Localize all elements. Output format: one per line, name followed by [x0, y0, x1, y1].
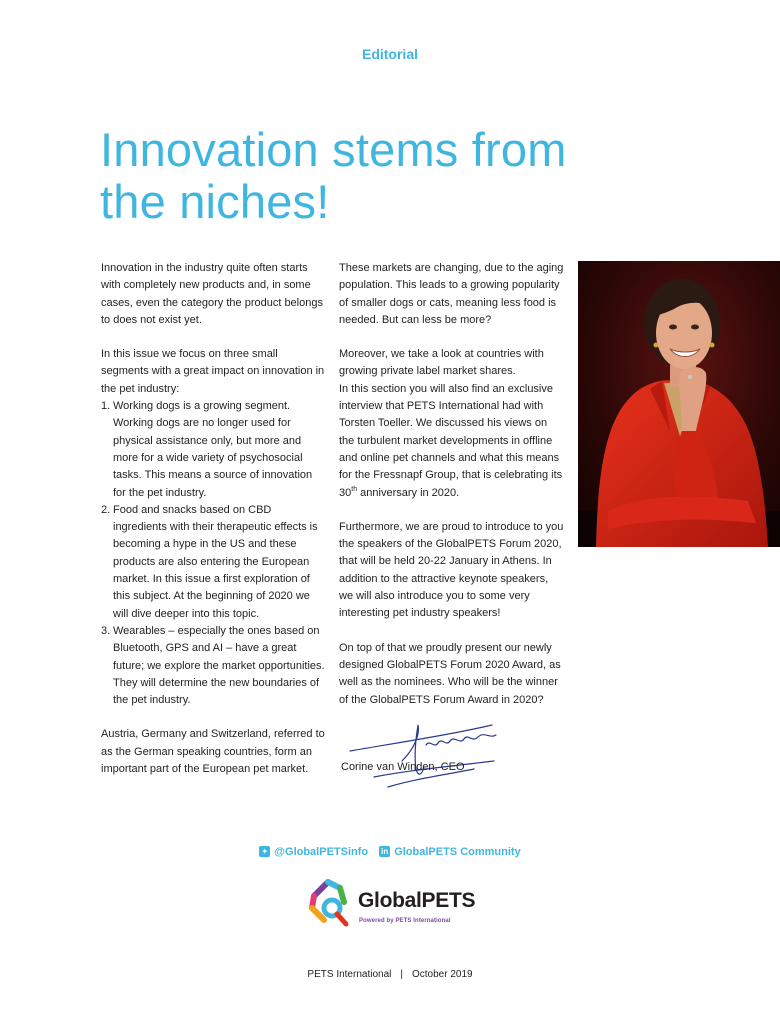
footer-date: October 2019: [411, 969, 473, 980]
focus-lead: In this issue we focus on three small segments with a great impact on innovation in the pet industry:: [101, 348, 325, 395]
signer-name: Corine van Winden, CEO: [341, 761, 465, 773]
page-footer: [0, 969, 780, 980]
author-photo: [578, 261, 780, 547]
globalpets-logo-mark: [306, 878, 354, 928]
list-item-text: Working dogs is a growing segment. Working dogs are no longer used for physical assistance only, but more and more for a wide variety of psychosocial tasks. This means a source of innovation for the pet industry.: [113, 400, 313, 499]
footer-publication: PETS International: [307, 969, 392, 980]
interview-text: In this section you will also find an exclusive interview that PETS International had with Torsten Toeller. We discussed his views on the turbulent market developments in offline and online pet channels and what this means for the Fressnapf Group, that is celebrating its 30: [339, 382, 563, 499]
twitter-handle: @GlobalPETSinfo: [274, 845, 369, 858]
signature: [344, 705, 514, 795]
anniversary-text: anniversary in 2020.: [357, 486, 460, 499]
list-item: [101, 398, 327, 502]
twitter-link[interactable]: [259, 846, 368, 858]
list-item: [101, 623, 327, 709]
linkedin-name: GlobalPETS Community: [394, 845, 521, 858]
section-label: Editorial: [361, 46, 418, 62]
focus-list: [101, 398, 327, 709]
left-column: [101, 260, 327, 795]
list-item-text: Wearables – especially the ones based on Bluetooth, GPS and AI – have a great future; we explore the market opportunities. They will determine the new boundaries of the pet industry.: [113, 624, 325, 707]
private-label-paragraph: [339, 346, 565, 502]
footer-separator: |: [400, 969, 403, 980]
logo-tagline: Powered by PETS International: [359, 918, 451, 924]
closing-paragraph: Austria, Germany and Switzerland, referred to as the German speaking countries, form an important part of the European pet market.: [101, 728, 325, 776]
headline-line-2: the niches!: [100, 175, 330, 228]
aging-paragraph: These markets are changing, due to the aging population. This leads to a growing popularity of smaller dogs or cats, meaning less food is needed. But can less be more?: [339, 262, 564, 326]
award-paragraph: On top of that we proudly present our newly designed GlobalPETS Forum 2020 Award, as well as the nominees. Who will be the winner of the GlobalPETS Forum Award in 2020?: [339, 641, 561, 706]
ordinal-suffix: th: [351, 485, 358, 493]
headline-line-1: Innovation stems from: [100, 123, 567, 176]
list-item-number: 3.: [101, 624, 111, 637]
list-item-number: 2.: [101, 503, 111, 516]
twitter-icon: ✦: [259, 846, 270, 857]
forum-paragraph: Furthermore, we are proud to introduce to you the speakers of the GlobalPETS Forum 2020, that will be held 20-22 January in Athens. In addition to the attractive keynote speakers, we will also introduce you to some very interesting pet industry speakers!: [339, 520, 564, 620]
page-title: [100, 124, 660, 228]
globalpets-logo: [306, 878, 486, 932]
social-links: [0, 845, 780, 858]
list-item-number: 1.: [101, 400, 111, 413]
logo-name: GlobalPETS: [358, 889, 476, 912]
linkedin-icon: in: [381, 847, 389, 856]
private-label-text: Moreover, we take a look at countries with growing private label market shares.: [339, 348, 544, 378]
intro-paragraph: Innovation in the industry quite often starts with completely new products and, in some cases, even the category the product belongs to does not exist yet.: [101, 262, 323, 326]
right-column: [339, 260, 565, 726]
list-item-text: Food and snacks based on CBD ingredients with their therapeutic effects is becoming a hype in the US and these products are also entering the European market. In this issue a first exploration of this subject. At the beginning of 2020 we will dive deeper into this topic.: [113, 503, 318, 620]
list-item: [101, 502, 327, 623]
linkedin-link[interactable]: [379, 846, 521, 858]
